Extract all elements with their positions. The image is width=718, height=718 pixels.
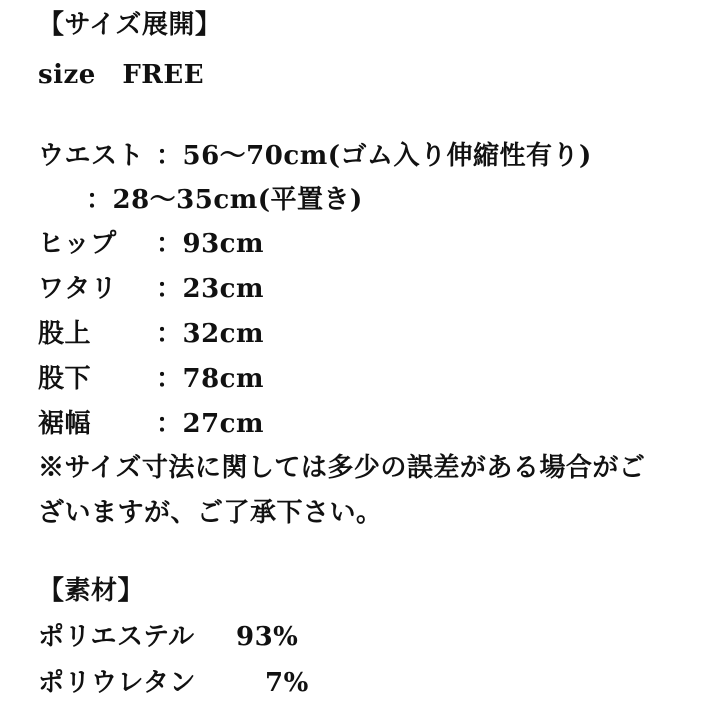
hip-label: ヒップ bbox=[38, 229, 117, 259]
rise-value: ：32cm bbox=[156, 319, 265, 349]
note-line-2: ざいますが、ご了承下さい。 bbox=[38, 498, 383, 528]
material-name-polyurethane: ポリウレタン bbox=[38, 668, 196, 698]
waist-value: ：56〜70cm(ゴム入り伸縮性有り) bbox=[156, 141, 592, 171]
rise-label: 股上 bbox=[38, 319, 92, 349]
hem-width-value: ：27cm bbox=[156, 409, 265, 439]
size-heading: 【サイズ展開】 bbox=[38, 10, 222, 40]
waist-label: ウエスト bbox=[38, 141, 145, 171]
inseam-value: ：78cm bbox=[156, 364, 265, 394]
thigh-value: ：23cm bbox=[156, 274, 265, 304]
material-heading: 【素材】 bbox=[38, 576, 145, 606]
hem-width-label: 裾幅 bbox=[38, 409, 92, 439]
note-line-1: ※サイズ寸法に関しては多少の誤差がある場合がご bbox=[38, 453, 646, 483]
hip-value: ：93cm bbox=[156, 229, 265, 259]
material-percent-polyester: 93% bbox=[236, 622, 299, 652]
material-name-polyester: ポリエステル bbox=[38, 622, 195, 652]
size-free-line: size FREE bbox=[38, 60, 205, 90]
inseam-label: 股下 bbox=[38, 364, 92, 394]
thigh-label: ワタリ bbox=[38, 274, 118, 304]
material-percent-polyurethane: 7% bbox=[265, 668, 309, 698]
waist-flat-value: ：28〜35cm(平置き) bbox=[86, 185, 363, 215]
